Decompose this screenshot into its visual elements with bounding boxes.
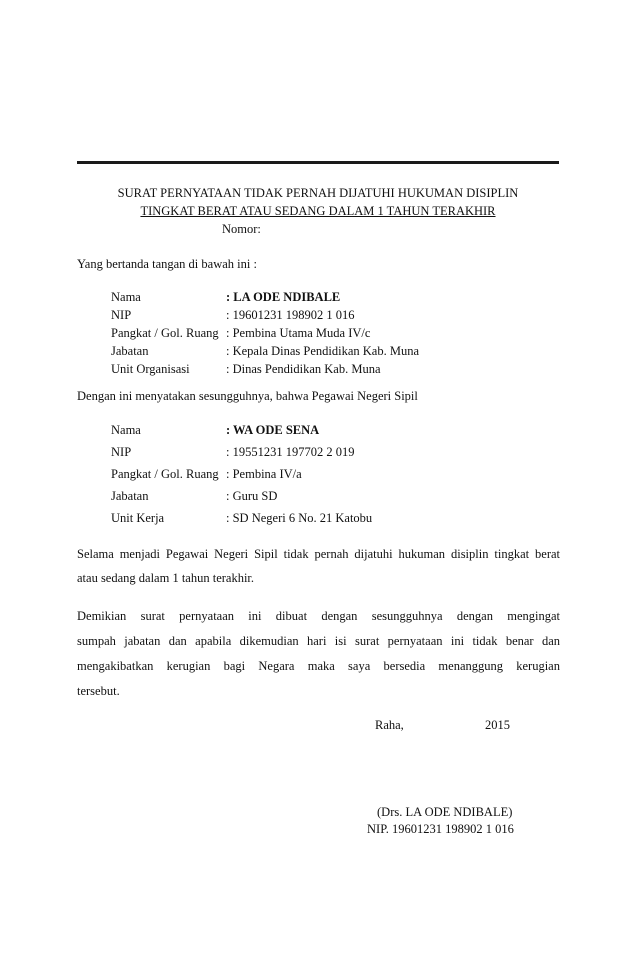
signer-row-unit [111,362,531,380]
employee-row-jabatan [111,489,531,507]
employee-label-unit: Unit Kerja [111,511,165,525]
employee-value-pangkat: : Pembina IV/a [226,467,302,481]
header-rule [77,161,559,164]
statement-line-2: atau sedang dalam 1 tahun terakhir. [77,571,255,585]
closing-line-1: Demikian surat pernyataan ini dibuat dengan sesungguhnya dengan mengingat [77,609,560,623]
signer-value-nip: : 19601231 198902 1 016 [226,308,355,322]
signer-value-unit: : Dinas Pendidikan Kab. Muna [226,362,381,376]
employee-label-jabatan: Jabatan [111,489,149,503]
place-label: Raha, [375,718,404,732]
employee-row-unit [111,511,531,529]
signer-row-nip [111,308,531,326]
employee-label-nama: Nama [111,423,141,437]
nomor-label: Nomor: [222,222,261,236]
document-subtitle: TINGKAT BERAT ATAU SEDANG DALAM 1 TAHUN TERAKHIR [140,204,496,218]
signer-row-pangkat [111,326,531,344]
employee-row-nama [111,423,531,441]
signer-value-jabatan: : Kepala Dinas Pendidikan Kab. Muna [226,344,420,358]
signer-label-nama: Nama [111,290,141,304]
document-title: SURAT PERNYATAAN TIDAK PERNAH DIJATUHI HUKUMAN DISIPLIN [117,186,519,200]
employee-value-jabatan: : Guru SD [226,489,278,503]
signer-nip: NIP. 19601231 198902 1 016 [367,822,514,836]
signer-label-jabatan: Jabatan [111,344,149,358]
signer-row-jabatan [111,344,531,362]
signer-row-nama [111,290,531,308]
year-label: 2015 [485,718,510,732]
signer-label-pangkat: Pangkat / Gol. Ruang [111,326,219,340]
signer-label-unit: Unit Organisasi [111,362,190,376]
closing-line-3: mengakibatkan kerugian bagi Negara maka saya bersedia menanggung kerugian [77,659,560,673]
employee-label-nip: NIP [111,445,132,459]
employee-value-nip: : 19551231 197702 2 019 [226,445,355,459]
document-subtitle-wrap [77,204,559,219]
closing-line-4: tersebut. [77,684,120,698]
signer-value-pangkat: : Pembina Utama Muda IV/c [226,326,371,340]
employee-value-unit: : SD Negeri 6 No. 21 Katobu [226,511,373,525]
declaration-text: Dengan ini menyatakan sesungguhnya, bahwa Pegawai Negeri Sipil [77,389,418,403]
employee-row-nip [111,445,531,463]
signer-name: (Drs. LA ODE NDIBALE) [377,805,513,819]
employee-value-nama: : WA ODE SENA [226,423,320,437]
employee-row-pangkat [111,467,531,485]
intro-text: Yang bertanda tangan di bawah ini : [77,257,257,271]
signer-value-nama: : LA ODE NDIBALE [226,290,341,304]
statement-line-1: Selama menjadi Pegawai Negeri Sipil tidak pernah dijatuhi hukuman disiplin tingkat berat [77,547,560,561]
signer-label-nip: NIP [111,308,132,322]
employee-label-pangkat: Pangkat / Gol. Ruang [111,467,219,481]
closing-line-2: sumpah jabatan dan apabila dikemudian hari isi surat pernyataan ini tidak benar dan [77,634,560,648]
